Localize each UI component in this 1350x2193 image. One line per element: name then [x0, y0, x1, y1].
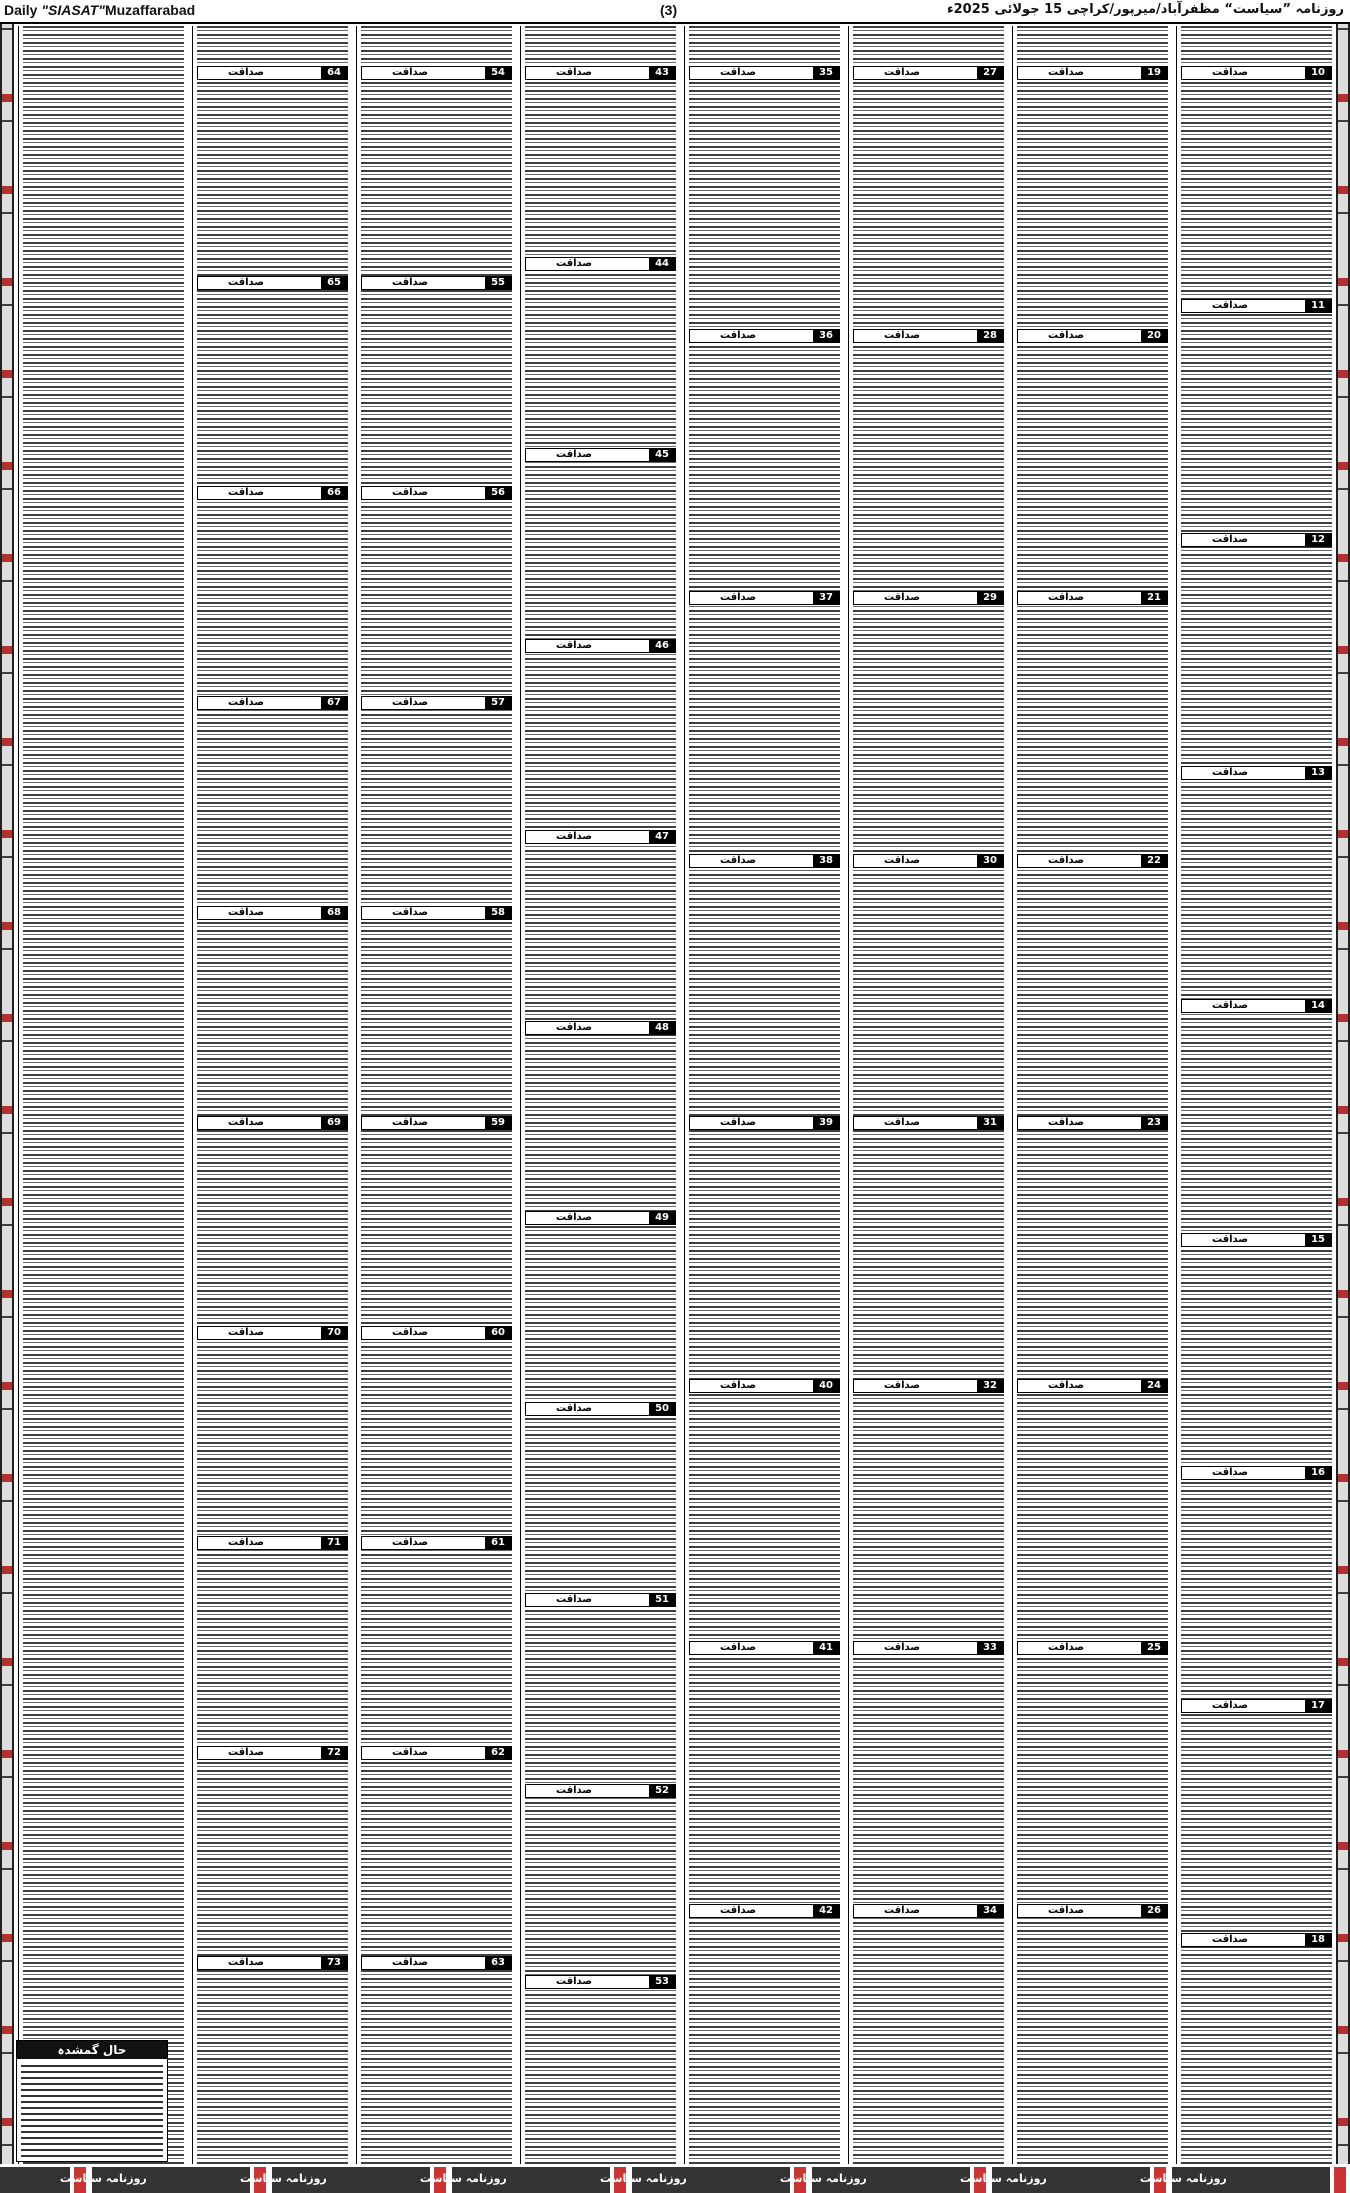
notice-label: صداقت [1212, 67, 1249, 78]
notice-number: 20 [1141, 330, 1167, 342]
notice-number: 27 [977, 67, 1003, 79]
notice-number: 43 [649, 67, 675, 79]
footer-label: روزنامہ سیاست [600, 2172, 687, 2185]
notice-number: 64 [321, 67, 347, 79]
notice-label: صداقت [720, 1642, 757, 1653]
notice-header [361, 1956, 512, 1970]
notice-label: صداقت [1048, 1117, 1085, 1128]
notice-number: 58 [485, 907, 511, 919]
notice-number: 71 [321, 1537, 347, 1549]
notice-number: 67 [321, 697, 347, 709]
notice-header [525, 1402, 676, 1416]
notice-header [361, 906, 512, 920]
column-text [1017, 26, 1168, 2164]
notice-header [197, 1536, 348, 1550]
news-column [520, 26, 680, 2164]
notice-number: 68 [321, 907, 347, 919]
notice-label: صداقت [1212, 1700, 1249, 1711]
notice-number: 17 [1305, 1700, 1331, 1712]
notice-number: 24 [1141, 1380, 1167, 1392]
right-border-band [1336, 24, 1350, 2164]
notice-label: صداقت [1212, 1000, 1249, 1011]
notice-header [361, 696, 512, 710]
notice-header [361, 66, 512, 80]
notice-label: صداقت [556, 640, 593, 651]
notice-header [525, 639, 676, 653]
notice-header [197, 1326, 348, 1340]
notice-header [853, 1379, 1004, 1393]
left-border-band [0, 24, 14, 2164]
paper-city: Muzaffarabad [104, 2, 196, 18]
notice-header [197, 906, 348, 920]
column-text [525, 26, 676, 2164]
notice-number: 41 [813, 1642, 839, 1654]
notice-number: 21 [1141, 592, 1167, 604]
notice-header [1181, 299, 1332, 313]
notice-header [197, 1746, 348, 1760]
notice-number: 52 [649, 1785, 675, 1797]
notice-label: صداقت [720, 592, 757, 603]
notice-label: صداقت [720, 67, 757, 78]
notice-label: صداقت [720, 1905, 757, 1916]
notice-header [689, 1904, 840, 1918]
notice-label: صداقت [228, 1957, 265, 1968]
notice-number: 10 [1305, 67, 1331, 79]
notice-label: صداقت [556, 67, 593, 78]
notice-number: 69 [321, 1117, 347, 1129]
notice-label: صداقت [228, 277, 265, 288]
news-column [192, 26, 352, 2164]
notice-label: صداقت [1048, 330, 1085, 341]
notice-label: صداقت [556, 1785, 593, 1796]
notice-label: صداقت [556, 1403, 593, 1414]
notice-number: 32 [977, 1380, 1003, 1392]
news-column [684, 26, 844, 2164]
notice-label: صداقت [884, 1117, 921, 1128]
notice-header [1181, 766, 1332, 780]
notice-number: 56 [485, 487, 511, 499]
notice-header [853, 591, 1004, 605]
footer-label: روزنامہ سیاست [420, 2172, 507, 2185]
notice-header [1017, 1904, 1168, 1918]
notice-label: صداقت [392, 1747, 429, 1758]
notice-header [1017, 1116, 1168, 1130]
notice-number: 42 [813, 1905, 839, 1917]
notice-header [197, 1116, 348, 1130]
notice-header [525, 830, 676, 844]
notice-label: صداقت [392, 1957, 429, 1968]
notice-label: صداقت [392, 1117, 429, 1128]
notice-header [689, 1641, 840, 1655]
notice-header [525, 1975, 676, 1989]
footer-strip [0, 2167, 1350, 2193]
notice-number: 50 [649, 1403, 675, 1415]
notice-label: صداقت [884, 855, 921, 866]
notice-header [197, 1956, 348, 1970]
footer-label: روزنامہ سیاست [60, 2172, 147, 2185]
column-text [853, 26, 1004, 2164]
notice-header [361, 486, 512, 500]
lost-notice-box [16, 2040, 168, 2162]
notice-label: صداقت [228, 487, 265, 498]
news-column [18, 26, 188, 2164]
notice-header [853, 66, 1004, 80]
masthead-date: روزنامہ ”سیاست“ مظفرآباد/میرپور/کراچی 15 جولائی 2025ء [946, 2, 1344, 17]
notice-label: صداقت [392, 697, 429, 708]
notice-label: صداقت [720, 1117, 757, 1128]
notice-number: 63 [485, 1957, 511, 1969]
notice-number: 51 [649, 1594, 675, 1606]
notice-header [361, 1746, 512, 1760]
notice-label: صداقت [720, 855, 757, 866]
notice-number: 13 [1305, 767, 1331, 779]
notice-label: صداقت [1212, 534, 1249, 545]
notice-header [1017, 66, 1168, 80]
notice-number: 31 [977, 1117, 1003, 1129]
notice-label: صداقت [884, 67, 921, 78]
column-text [1181, 26, 1332, 2164]
column-text [689, 26, 840, 2164]
notice-header [689, 1116, 840, 1130]
notice-number: 25 [1141, 1642, 1167, 1654]
footer-label: روزنامہ سیاست [960, 2172, 1047, 2185]
notice-label: صداقت [884, 330, 921, 341]
notice-label: صداقت [1048, 855, 1085, 866]
lost-notice-title: حال گمشدہ [17, 2041, 167, 2059]
notice-label: صداقت [884, 1380, 921, 1391]
notice-header [1017, 1379, 1168, 1393]
column-text [361, 26, 512, 2164]
footer-label: روزنامہ سیاست [1140, 2172, 1227, 2185]
news-column [1012, 26, 1172, 2164]
notice-label: صداقت [884, 592, 921, 603]
notice-header [525, 1211, 676, 1225]
notice-header [361, 1326, 512, 1340]
notice-label: صداقت [1212, 1934, 1249, 1945]
notice-label: صداقت [1048, 1642, 1085, 1653]
notice-label: صداقت [228, 907, 265, 918]
notice-number: 12 [1305, 534, 1331, 546]
notice-label: صداقت [720, 330, 757, 341]
notice-header [689, 1379, 840, 1393]
notice-header [197, 276, 348, 290]
notice-header [689, 66, 840, 80]
notice-number: 45 [649, 449, 675, 461]
notice-number: 66 [321, 487, 347, 499]
notice-number: 22 [1141, 855, 1167, 867]
notice-number: 59 [485, 1117, 511, 1129]
notice-header [525, 448, 676, 462]
notice-header [689, 329, 840, 343]
notice-header [525, 1593, 676, 1607]
column-text [23, 26, 184, 2164]
notice-number: 28 [977, 330, 1003, 342]
notice-label: صداقت [556, 258, 593, 269]
notice-number: 38 [813, 855, 839, 867]
notice-number: 70 [321, 1327, 347, 1339]
notice-label: صداقت [556, 1212, 593, 1223]
notice-header [361, 1536, 512, 1550]
notice-label: صداقت [392, 907, 429, 918]
paper-prefix: Daily [4, 2, 38, 18]
notice-number: 47 [649, 831, 675, 843]
notice-header [689, 591, 840, 605]
notice-header [1017, 1641, 1168, 1655]
notice-header [197, 66, 348, 80]
notice-header [689, 854, 840, 868]
notice-header [361, 276, 512, 290]
notice-header [853, 1116, 1004, 1130]
notice-header [1181, 999, 1332, 1013]
notice-label: صداقت [1212, 1467, 1249, 1478]
notice-label: صداقت [228, 1537, 265, 1548]
notice-label: صداقت [884, 1642, 921, 1653]
notice-header [525, 66, 676, 80]
page-number: (3) [660, 2, 678, 18]
footer-label: روزنامہ سیاست [780, 2172, 867, 2185]
notice-number: 15 [1305, 1234, 1331, 1246]
notice-header [853, 329, 1004, 343]
notice-number: 60 [485, 1327, 511, 1339]
notice-number: 73 [321, 1957, 347, 1969]
notice-number: 44 [649, 258, 675, 270]
notice-number: 48 [649, 1022, 675, 1034]
notice-label: صداقت [556, 1976, 593, 1987]
notice-number: 37 [813, 592, 839, 604]
notice-header [853, 1641, 1004, 1655]
notice-label: صداقت [392, 487, 429, 498]
notice-label: صداقت [228, 697, 265, 708]
notice-header [1017, 591, 1168, 605]
notice-label: صداقت [228, 1117, 265, 1128]
column-text [197, 26, 348, 2164]
notice-header [361, 1116, 512, 1130]
notice-header [525, 257, 676, 271]
notice-label: صداقت [556, 449, 593, 460]
news-column [356, 26, 516, 2164]
notice-header [525, 1021, 676, 1035]
masthead [0, 0, 1350, 24]
notice-number: 30 [977, 855, 1003, 867]
notice-label: صداقت [1212, 767, 1249, 778]
notice-number: 14 [1305, 1000, 1331, 1012]
notice-number: 34 [977, 1905, 1003, 1917]
notice-label: صداقت [1212, 300, 1249, 311]
notice-number: 40 [813, 1380, 839, 1392]
notice-header [1017, 329, 1168, 343]
notice-label: صداقت [556, 1594, 593, 1605]
notice-label: صداقت [1048, 1905, 1085, 1916]
lost-notice-body [21, 2065, 163, 2157]
notice-number: 62 [485, 1747, 511, 1759]
notice-number: 11 [1305, 300, 1331, 312]
notice-header [1181, 1233, 1332, 1247]
notice-header [853, 854, 1004, 868]
notice-number: 65 [321, 277, 347, 289]
notice-header [525, 1784, 676, 1798]
news-column [1176, 26, 1336, 2164]
paper-name [4, 2, 195, 18]
notice-number: 33 [977, 1642, 1003, 1654]
notice-header [1181, 1699, 1332, 1713]
notice-number: 61 [485, 1537, 511, 1549]
notice-label: صداقت [392, 1327, 429, 1338]
notice-number: 49 [649, 1212, 675, 1224]
notice-header [1181, 533, 1332, 547]
footer-label: روزنامہ سیاست [240, 2172, 327, 2185]
paper-title: "SIASAT" [41, 2, 105, 18]
notice-number: 46 [649, 640, 675, 652]
notice-label: صداقت [1048, 1380, 1085, 1391]
notice-number: 36 [813, 330, 839, 342]
notice-label: صداقت [228, 1327, 265, 1338]
notice-label: صداقت [1048, 67, 1085, 78]
notice-number: 16 [1305, 1467, 1331, 1479]
notice-label: صداقت [556, 831, 593, 842]
notice-number: 57 [485, 697, 511, 709]
notice-label: صداقت [556, 1022, 593, 1033]
notice-label: صداقت [228, 67, 265, 78]
notice-header [197, 696, 348, 710]
notice-header [1181, 1466, 1332, 1480]
notice-number: 23 [1141, 1117, 1167, 1129]
notice-number: 53 [649, 1976, 675, 1988]
notice-number: 39 [813, 1117, 839, 1129]
notice-header [1181, 1933, 1332, 1947]
notice-label: صداقت [720, 1380, 757, 1391]
notice-label: صداقت [392, 1537, 429, 1548]
notice-number: 55 [485, 277, 511, 289]
notice-label: صداقت [392, 67, 429, 78]
notice-number: 29 [977, 592, 1003, 604]
notice-number: 26 [1141, 1905, 1167, 1917]
notice-number: 18 [1305, 1934, 1331, 1946]
notice-number: 72 [321, 1747, 347, 1759]
notice-label: صداقت [228, 1747, 265, 1758]
notice-header [197, 486, 348, 500]
notice-number: 19 [1141, 67, 1167, 79]
notice-header [1181, 66, 1332, 80]
notice-header [1017, 854, 1168, 868]
notice-label: صداقت [392, 277, 429, 288]
notice-label: صداقت [1212, 1234, 1249, 1245]
news-column [848, 26, 1008, 2164]
notice-number: 35 [813, 67, 839, 79]
notice-number: 54 [485, 67, 511, 79]
notice-label: صداقت [1048, 592, 1085, 603]
notice-label: صداقت [884, 1905, 921, 1916]
notice-header [853, 1904, 1004, 1918]
